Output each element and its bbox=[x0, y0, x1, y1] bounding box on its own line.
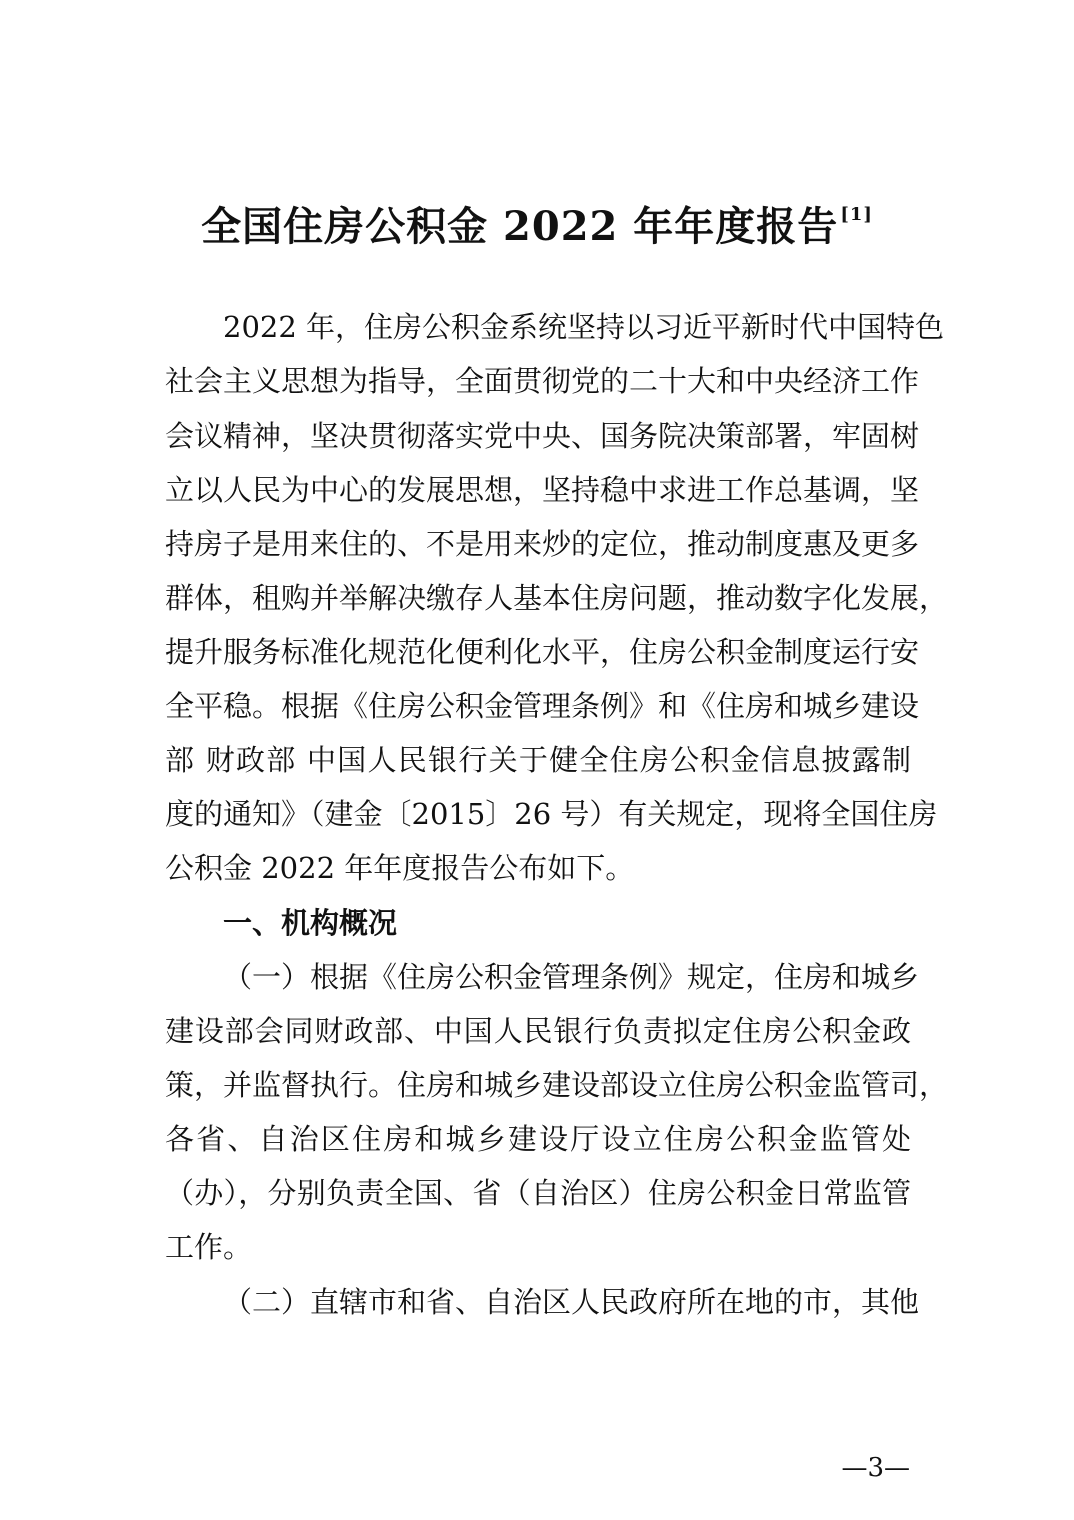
paragraph-1-line-11: 公积金 2022 年年度报告公布如下。 bbox=[165, 851, 635, 885]
title-footnote-marker: [1] bbox=[840, 204, 873, 225]
paragraph-2-line-1: （一）根据《住房公积金管理条例》规定，住房和城乡 bbox=[223, 960, 920, 994]
paragraph-2-line-5: （办），分别负责全国、省（自治区）住房公积金日常监管 bbox=[165, 1176, 911, 1210]
paragraph-1-line-4: 立以人民为中心的发展思想，坚持稳中求进工作总基调，坚 bbox=[165, 473, 920, 507]
paragraph-1-line-1: 2022 年，住房公积金系统坚持以习近平新时代中国特色 bbox=[223, 310, 945, 344]
paragraph-1-line-3: 会议精神，坚决贯彻落实党中央、国务院决策部署，牢固树 bbox=[165, 419, 920, 453]
paragraph-3-line-1: （二）直辖市和省、自治区人民政府所在地的市，其他 bbox=[223, 1285, 920, 1319]
paragraph-2-line-2: 建设部会同财政部、中国人民银行负责拟定住房公积金政 bbox=[165, 1014, 911, 1048]
paragraph-1-line-8: 全平稳。根据《住房公积金管理条例》和《住房和城乡建设 bbox=[165, 689, 920, 723]
paragraph-2-line-6: 工作。 bbox=[165, 1230, 253, 1264]
document-title bbox=[0, 188, 1074, 254]
paragraph-1-line-10: 度的通知》（建金〔2015〕26 号）有关规定，现将全国住房 bbox=[165, 797, 938, 831]
paragraph-2-line-3: 策，并监督执行。住房和城乡建设部设立住房公积金监管司， bbox=[165, 1068, 949, 1102]
section-heading: 一、机构概况 bbox=[223, 906, 398, 940]
paragraph-1-line-9: 部 财政部 中国人民银行关于健全住房公积金信息披露制 bbox=[165, 743, 911, 777]
page-number: —3— bbox=[841, 1453, 910, 1483]
title-text: 全国住房公积金 2022 年年度报告 bbox=[201, 203, 839, 250]
paragraph-2-line-4: 各省、自治区住房和城乡建设厅设立住房公积金监管处 bbox=[165, 1122, 911, 1156]
paragraph-1-line-5: 持房子是用来住的、不是用来炒的定位，推动制度惠及更多 bbox=[165, 527, 920, 561]
paragraph-1-line-7: 提升服务标准化规范化便利化水平，住房公积金制度运行安 bbox=[165, 635, 920, 669]
paragraph-1-line-6: 群体，租购并举解决缴存人基本住房问题，推动数字化发展， bbox=[165, 581, 949, 615]
paragraph-1-line-2: 社会主义思想为指导，全面贯彻党的二十大和中央经济工作 bbox=[165, 364, 920, 398]
